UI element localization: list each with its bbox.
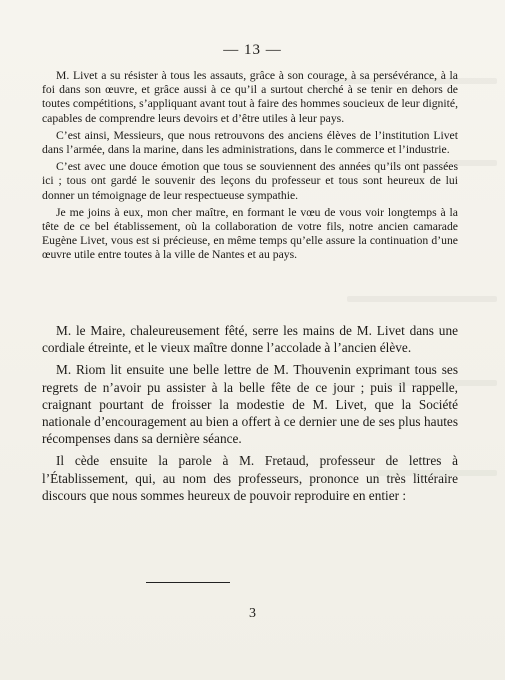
separator-rule (146, 582, 230, 583)
paragraph: M. Livet a su résister à tous les assauts, grâce à son courage, à sa persévérance, à la foi dans son œuvre, et grâce aussi à ce qu’il a surtout cherché à se tenir en dehors de toutes compétitions, s’appliquant avant tout à faire des hommes soucieux de leur dignité, capables de comprendre leurs devoirs et d’être utiles à leur pays. (42, 69, 458, 125)
small-text-block (42, 69, 458, 266)
large-text-block (42, 322, 458, 509)
paragraph: C’est avec une douce émotion que tous se souviennent des années qu’ils ont passées ici ; tous ont gardé le souvenir des leçons du professeur et tous sont heureux de lui donner un témoignage de leur respectueuse sympathie. (42, 160, 458, 202)
page-number-header: — 13 — (223, 42, 282, 58)
paragraph: M. le Maire, chaleureusement fêté, serre les mains de M. Livet dans une cordiale étreinte, et le vieux maître donne l’accolade à l’ancien élève. (42, 323, 458, 356)
paragraph: Je me joins à eux, mon cher maître, en formant le vœu de vous voir longtemps à la tête de ce bel établissement, où la collaboration de votre fils, notre ancien camarade Eugène Livet, vous est si précieuse, en même temps qu’elle assure la continuation d’une œuvre utile entre toutes à la ville de Nantes et au pays. (42, 205, 458, 262)
paragraph: M. Riom lit ensuite une belle lettre de M. Thouvenin exprimant tous ses regrets de n’avoir pu assister à la belle fête de ce jour ; puis il rappelle, craignant pourtant de froisser la modestie de M. Livet, que la Société nationale d’encouragement au bien a offert à ce dernier une de ses plus hautes récompenses dans sa dernière séance. (42, 362, 458, 447)
bleed-through-mark (347, 296, 497, 302)
paragraph: C’est ainsi, Messieurs, que nous retrouvons des anciens élèves de l’institution Livet dans l’armée, dans la marine, dans les administrations, dans le commerce et l’industrie. (42, 128, 458, 157)
signature-number: 3 (249, 606, 256, 621)
paragraph: Il cède ensuite la parole à M. Fretaud, professeur de lettres à l’Établissement, qui, au nom des professeurs, prononce un très littéraire discours que nous sommes heureux de pouvoir reproduire en entier : (42, 453, 458, 503)
